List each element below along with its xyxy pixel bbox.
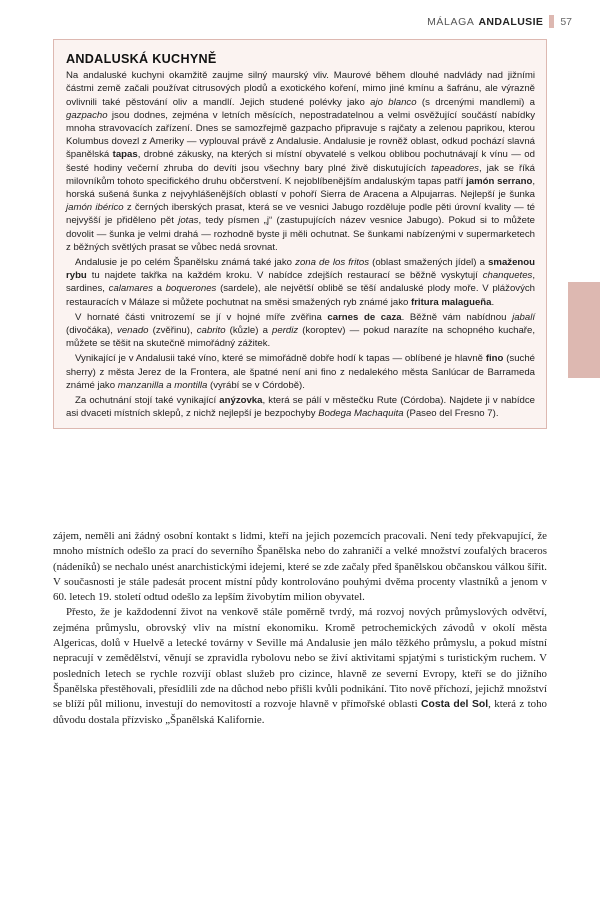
main-paragraph-2: Přesto, že je každodenní život na venkově stále poměrně tvrdý, má rozvoj nových průmyslových odvětví, zejména průmyslu, obrovský vliv na místní ekonomiku. Kromě petrochemických závodů v okolí města Algericas, dolů v Huelvě a letecké továrny v Seville má Andalusie jen málo těžkého průmyslu, a pokud místní nepracují v zemědělství, věnují se zpravidla rybolovu nebo se živí aktivitami spjatými s turistickým ruchem. V posledních letech se rychle rozvíjí oblast služeb pro cizince, hlavně ze severní Evropy, kteří se do jižního Španělska přestěhovali, přesídlili zde na důchod nebo přišli kvůli podnikání. Tito nově příchozí, jejichž množství se blíží půl milionu, investují do nemovitostí a rozvoje hlavně v přímořské oblasti Costa del Sol, která z toho důvodu dostala přízvisko „Španělská Kalifornie. — [53, 606, 547, 726]
sidebar-paragraph-2: Andalusie je po celém Španělsku známá také jako zona de los fritos (oblast smažených jídel) a smaženou rybu tu najdete takřka na každém kroku. V nabídce zdejších restaurací se běžně vyskytují chanquetes, sardines, calamares a boquerones (sardele), ale největší oblibě se těší andaluské plody moře. V plážových restauracích v Málaze si můžete pochutnat na směsi smažených ryb známé jako fritura malagueña. — [66, 257, 536, 308]
sidebar-paragraph-3: V hornaté části vnitrozemí se jí v hojné míře zvěřina carnes de caza. Běžně vám nabídnou jabalí (divočáka), venado (zvěřinu), cabrito (kůzle) a perdiz (koroptev) — pokud narazíte na schopného kuchaře, můžete se těšit na skutečně mimořádný zážitek. — [66, 311, 535, 350]
sidebar-paragraph-5: Za ochutnání stojí také vynikající anýzovka, která se pálí v městečku Rute (Córdoba). Najdete ji v nabídce asi dvaceti místních sklepů, z nichž nejlepší je bezpochyby Bodega Machaquita (Paseo del Fresno 7). — [66, 395, 535, 420]
main-paragraph-1: zájem, neměli ani žádný osobní kontakt s lidmi, kteří na jejich pozemcích pracovali. Není tedy překvapující, že mnoho místních odešlo za prací do severního Španělska nebo do zahraničí a velké množství zoufalých braceros (nádeníků) se nechalo unést anarchistickými idejemi, které se zde začaly před španělskou občanskou válkou šířit. V současnosti je stále padesát procent místní půdy kontrolováno pouhými dvěma procenty vlastníků a jenom v 60. letech 19. století odtud odešlo za lepším živobytím milion obyvatel. — [53, 530, 547, 604]
chapter-thumb-tab — [568, 282, 600, 378]
running-header — [427, 15, 572, 28]
sidebar-paragraph-1: Na andaluské kuchyni okamžitě zaujme silný maurský vliv. Maurové během dlouhé nadvlády nad jižními částmi země začali používat citrusových plodů a exotického koření, mimo jiné kmínu a šafránu, ale výrazně ovlivnili také pěstování oliv a mandlí. Jejich studené polévky jako ajo blanco (s drcenými mandlemi) a gazpacho jsou dodnes, zejména v letních měsících, nepostradatelnou a velmi osvěžující součástí nabídky mnoha stravovacích zařízení. Dnes se samozřejmě gazpacho připravuje s rajčaty a zelenou paprikou, kterou Kolumbus dovezl z Ameriky — vyplouval právě z Andalusie. Andalusie je rovněž oblast, odkud pochází slavná španělská tapas, drobné zákusky, na kterých si místní obyvatelé s velkou oblibou pochutnávají k vínu — od šesté hodiny večerní zhruba do devíti jsou všechny bary plné živě diskutujících tapeadores, jak se říká milovníkům tohoto specifického druhu občerstvení. K nejoblíbenějším andaluským tapas patří jamón serrano, horská sušená šunka z nejvyhlášenějších oblastí v pohoří Sierra de Aracena a Alpujarras. Nejlepší je šunka jamón ibérico z černých iberských prasat, která se ve vesnici Jabugo rozděluje podle pěti úrovní kvality — té nejvyšší je přiděleno pět jotas, tedy písmen „j“ (zastupujících název vesnice Jabugo). Pokud si to můžete dovolit — šunka je velmi drahá — rozhodně byste ji měli ochutnat. Se šunkami nabízenými v supermarketech z běžných světlých prasat se vůbec nedá srovnat. — [66, 70, 535, 253]
sidebar-box — [53, 39, 547, 429]
sidebar-title: ANDALUSKÁ KUCHYNĚ — [66, 52, 217, 66]
main-text — [53, 529, 547, 728]
page-number: 57 — [560, 15, 572, 28]
header-city: MÁLAGA — [427, 15, 475, 28]
header-region: ANDALUSIE — [478, 15, 544, 28]
sidebar-paragraph-4: Vynikající je v Andalusii také víno, které se mimořádně dobře hodí k tapas — oblíbené je hlavně fino (suché sherry) z města Jerez de la Frontera, ale špatné není ani fino z nedalekého města Sanlúcar de Barrameda známé jako manzanilla a montilla (vyrábí se v Córdobě). — [66, 353, 535, 391]
header-divider — [549, 15, 554, 28]
